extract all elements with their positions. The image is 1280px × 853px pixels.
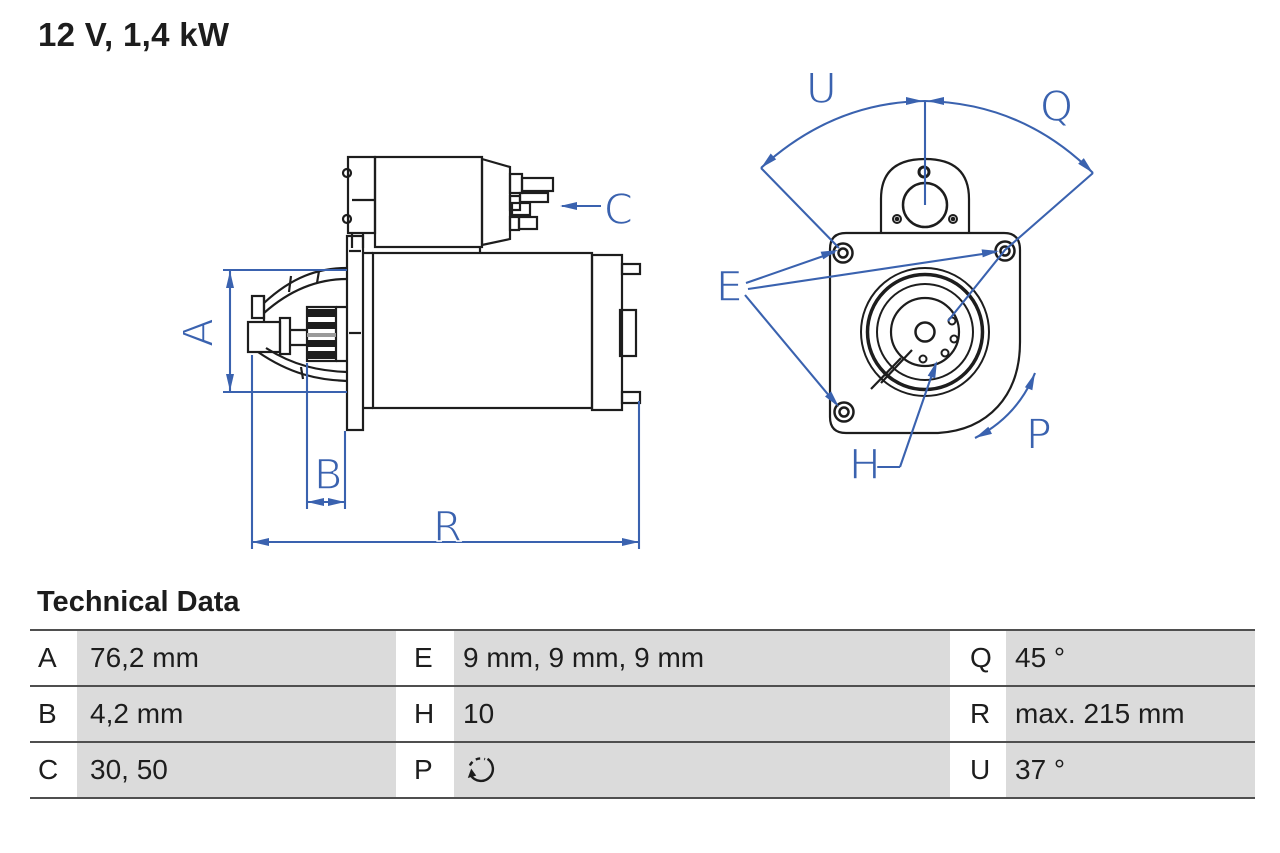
rotation-direction-icon — [463, 752, 499, 788]
dimension-arrowheads — [226, 97, 1096, 546]
dim-label-q: Q — [1040, 82, 1074, 131]
spec-value: 4,2 mm — [77, 687, 396, 741]
dim-label-c: C — [604, 185, 634, 234]
table-row — [30, 743, 1255, 799]
solenoid-bracket — [348, 157, 375, 233]
dim-label-e: E — [716, 262, 743, 311]
spec-key: B — [30, 687, 77, 741]
dim-label-u: U — [806, 64, 837, 113]
technical-data-table — [30, 629, 1255, 799]
spec-value: 37 ° — [1006, 743, 1255, 797]
dimension-lines — [223, 101, 1093, 549]
spec-key: C — [30, 743, 77, 797]
page-title: 12 V, 1,4 kW — [38, 16, 230, 53]
spec-value: 45 ° — [1006, 631, 1255, 685]
spec-key: Q — [950, 631, 1006, 685]
spec-value: 9 mm, 9 mm, 9 mm — [454, 631, 950, 685]
spec-key: A — [30, 631, 77, 685]
table-heading: Technical Data — [37, 586, 240, 618]
drive-boss — [861, 268, 989, 396]
pinion-shaft — [248, 322, 280, 352]
spec-value: 30, 50 — [77, 743, 396, 797]
dim-label-h: H — [849, 440, 881, 489]
spec-value — [454, 743, 950, 797]
spec-key: P — [396, 743, 454, 797]
spec-key: R — [950, 687, 1006, 741]
motor-housing — [373, 253, 592, 408]
dim-label-r: R — [433, 502, 463, 551]
dim-label-p: P — [1026, 410, 1052, 459]
spec-value: max. 215 mm — [1006, 687, 1255, 741]
end-cap — [592, 255, 622, 410]
spec-key: H — [396, 687, 454, 741]
spec-key: U — [950, 743, 1006, 797]
dim-label-b: B — [314, 450, 343, 499]
spec-value: 10 — [454, 687, 950, 741]
pinion-gear-teeth — [307, 309, 336, 359]
table-row — [30, 631, 1255, 687]
table-row — [30, 687, 1255, 743]
dim-label-a: A — [174, 318, 223, 347]
solenoid-body — [375, 157, 482, 247]
spec-key: E — [396, 631, 454, 685]
spec-value: 76,2 mm — [77, 631, 396, 685]
solenoid-terminals — [510, 174, 553, 230]
solenoid-cap — [482, 159, 510, 245]
